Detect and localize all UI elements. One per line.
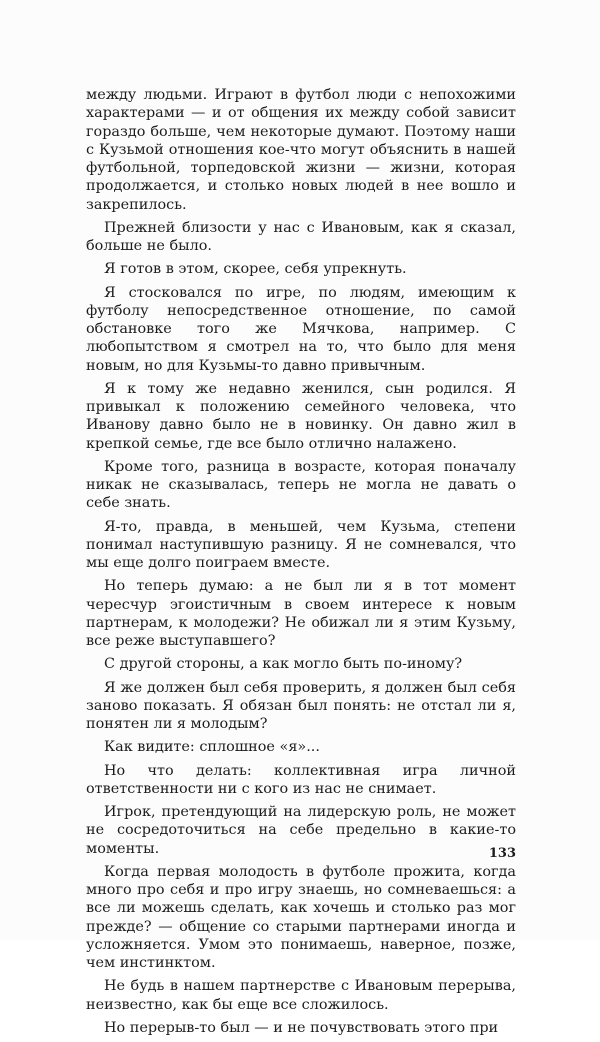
paragraph-1: между людьми. Играют в футбол люди с непохожими характерами — и от общения их между собой зависит гораздо больше, чем некоторые думают. Поэтому наши с Кузьмой отношения кое-что могут объяснить в нашей футбольной, торпедовской жизни — жизни, которая продолжается, и столько новых людей в нее вошло и закрепилось. (86, 87, 516, 213)
paragraph-16: Но перерыв-то был — и не почувствовать этого при (104, 1019, 499, 1036)
page-number: 133 (488, 846, 516, 861)
paragraph-15: Не будь в нашем партнерстве с Ивановым перерыва, неизвестно, как бы еще все сложилось. (86, 978, 516, 1013)
paragraph-5: Я к тому же недавно женился, сын родился. Я привыкал к положению семейного человека, что Иванову давно было не в новинку. Он давно жил в крепкой семье, где все было отлично налажено. (86, 380, 516, 452)
paragraph-13: Игрок, претендующий на лидерскую роль, не может не сосредоточиться на себе предельно в какие-то моменты. (86, 804, 516, 857)
paragraph-14: Когда первая молодость в футболе прожита, когда много про себя и про игру знаешь, но сомневаешься: а все ли можешь сделать, как хочешь и столько раз мог прежде? — общение со старыми партнерами иногда и усложняется. Умом это понимаешь, наверное, позже, чем инстинктом. (86, 863, 516, 971)
paragraph-7: Я-то, правда, в меньшей, чем Кузьма, степени понимал наступившую разницу. Я не сомневался, что мы еще долго поиграем вместе. (86, 518, 516, 571)
paragraph-11: Как видите: сплошное «я»... (104, 739, 320, 756)
paragraph-6: Кроме того, разница в возрасте, которая поначалу никак не сказывалась, теперь не могла не давать о себе знать. (86, 458, 516, 512)
paragraph-2: Прежней близости у нас с Ивановым, как я сказал, больше не было. (86, 219, 516, 254)
paragraph-10: Я же должен был себя проверить, я должен был себя заново показать. Я обязан был понять: не отстал ли я, понятен ли я молодым? (86, 679, 516, 732)
paragraph-9: С другой стороны, а как могло быть по-иному? (104, 656, 463, 673)
paragraph-4: Я стосковался по игре, по людям, имеющим к футболу непосредственное отношение, по самой обстановке того же Мячкова, например. С любопытством я смотрел на то, что было для меня новым, но для Кузьмы-то давно привычным. (86, 284, 516, 374)
paragraph-12: Но что делать: коллективная игра личной ответственности ни с кого из нас не снимает. (86, 762, 516, 797)
paragraph-3: Я готов в этом, скорее, себя упрекнуть. (104, 261, 407, 278)
body-text (86, 86, 516, 1042)
paragraph-8: Но теперь думаю: а не был ли я в тот момент чересчур эгоистичным в своем интересе к новым партнерам, к молодежи? Не обижал ли я этим Кузьму, все реже выступавшего? (86, 578, 516, 649)
